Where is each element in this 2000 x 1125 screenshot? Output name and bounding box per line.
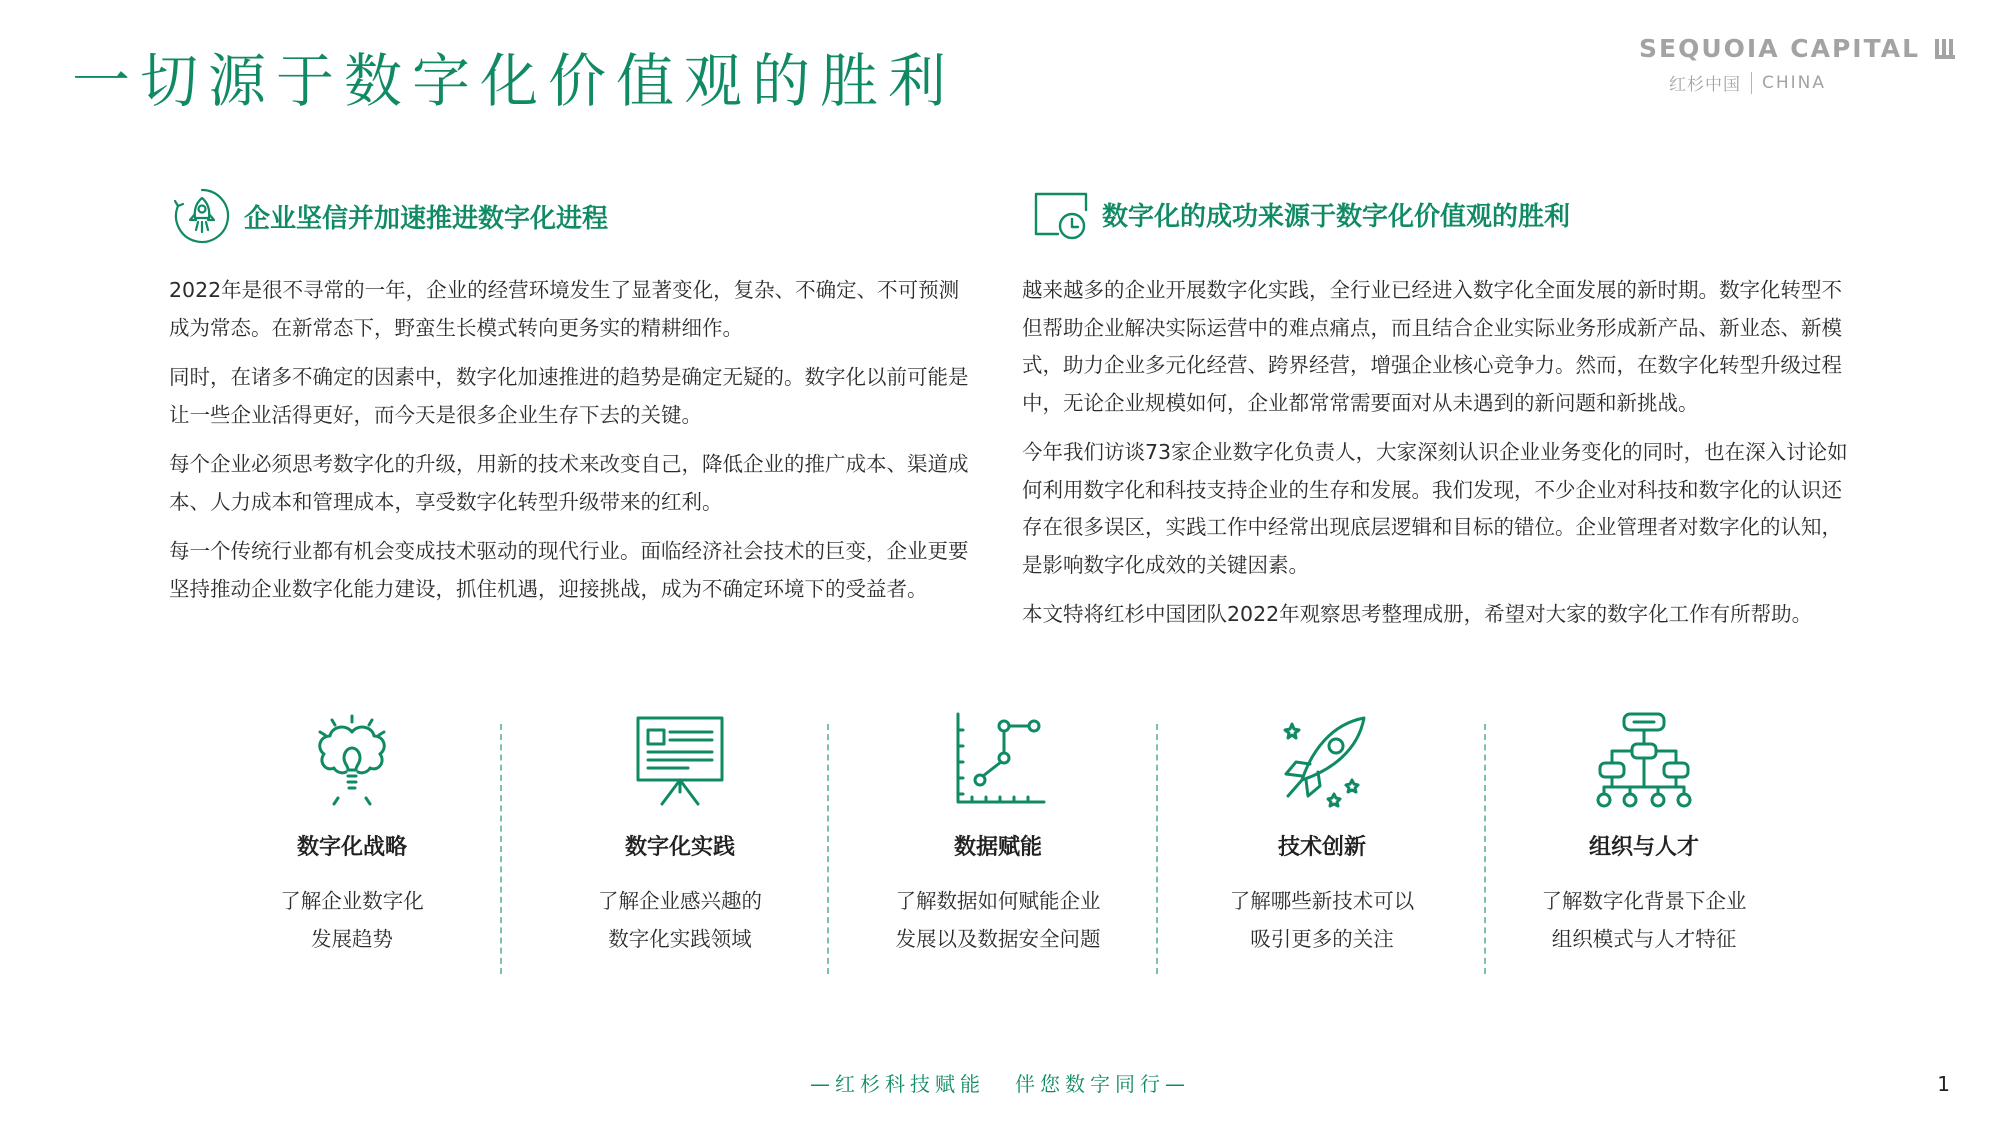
feature-desc-line: 了解企业感兴趣的 — [598, 889, 762, 913]
feature-desc-line: 发展以及数据安全问题 — [895, 926, 1101, 951]
feature-title: 数据赋能 — [953, 835, 1042, 860]
page-number: 1 — [1937, 1072, 1950, 1096]
org-chart-icon — [1594, 710, 1694, 810]
logo-subline — [1669, 70, 1956, 95]
presentation-board-icon — [630, 710, 730, 810]
left-paragraph: 同时，在诸多不确定的因素中，数字化加速推进的趋势是确定无疑的。数字化以前可能是让一些企业活得更好，而今天是很多企业生存下去的关键。 — [169, 365, 969, 427]
footer-slogan-right: 伴您数字同行— — [1015, 1072, 1190, 1096]
sequoia-logo — [1639, 34, 1956, 104]
feature-description — [878, 883, 1118, 958]
right-section-heading — [1028, 182, 1570, 246]
left-paragraph: 每一个传统行业都有机会变成技术驱动的现代行业。面临经济社会技术的巨变，企业更要坚持推动企业数字化能力建设，抓住机遇，迎接挑战，成为不确定环境下的受益者。 — [169, 539, 969, 601]
feature-desc-line: 数字化实践领域 — [608, 926, 752, 951]
feature-strip — [232, 710, 1762, 970]
rocket-gear-icon — [170, 184, 234, 248]
feature-title: 数字化实践 — [624, 835, 735, 860]
feature-strategy — [232, 710, 472, 958]
left-heading-text: 企业坚信并加速推进数字化进程 — [244, 203, 609, 234]
feature-innovation — [1202, 710, 1442, 958]
footer-slogan-left: —红杉科技赋能 — [810, 1072, 985, 1096]
feature-title: 技术创新 — [1277, 835, 1366, 860]
left-paragraph: 2022年是很不寻常的一年，企业的经营环境发生了显著变化，复杂、不确定、不可预测成为常态。在新常态下，野蛮生长模式转向更务实的精耕细作。 — [169, 278, 960, 340]
feature-desc-line: 组织模式与人才特征 — [1551, 926, 1737, 951]
right-heading-text: 数字化的成功来源于数字化价值观的胜利 — [1102, 201, 1571, 232]
left-paragraph: 每个企业必须思考数字化的升级，用新的技术来改变自己，降低企业的推广成本、渠道成本、人力成本和管理成本，享受数字化转型升级带来的红利。 — [169, 452, 969, 514]
right-paragraph: 今年我们访谈73家企业数字化负责人，大家深刻认识企业业务变化的同时，也在深入讨论如何利用数字化和科技支持企业的生存和发展。我们发现，不少企业对科技和数字化的认识还存在很多误区，实践工作中经常出现底层逻辑和目标的错位。企业管理者对数字化的认知，是影响数字化成效的关键因素。 — [1022, 440, 1848, 577]
screen-clock-icon — [1028, 182, 1092, 246]
feature-description — [232, 883, 472, 958]
logo-sub-en: CHINA — [1761, 72, 1826, 93]
footer-slogan — [0, 1068, 2000, 1097]
logo-wordmark: SEQUOIA CAPITAL — [1639, 34, 1920, 63]
feature-desc-line: 了解哪些新技术可以 — [1229, 889, 1415, 913]
feature-data — [878, 710, 1118, 958]
brain-bulb-icon — [302, 710, 402, 810]
left-column — [169, 272, 969, 620]
dashed-divider — [500, 724, 502, 974]
feature-desc-line: 吸引更多的关注 — [1250, 926, 1394, 951]
dashed-divider — [1484, 724, 1486, 974]
feature-description — [560, 883, 800, 958]
feature-practice — [560, 710, 800, 958]
feature-title: 数字化战略 — [296, 835, 407, 860]
dashed-divider — [827, 724, 829, 974]
feature-desc-line: 了解数据如何赋能企业 — [895, 889, 1101, 913]
logo-mark-icon — [1934, 38, 1956, 60]
feature-description — [1202, 883, 1442, 958]
feature-desc-line: 发展趋势 — [311, 926, 393, 951]
right-paragraph: 越来越多的企业开展数字化实践，全行业已经进入数字化全面发展的新时期。数字化转型不但帮助企业解决实际运营中的难点痛点，而且结合企业实际业务形成新产品、新业态、新模式，助力企业多元化经营、跨界经营，增强企业核心竞争力。然而，在数字化转型升级过程中，无论企业规模如何，企业都常常需要面对从未遇到的新问题和新挑战。 — [1022, 278, 1842, 415]
feature-title: 组织与人才 — [1588, 835, 1699, 860]
logo-divider — [1751, 72, 1752, 94]
line-chart-icon — [948, 710, 1048, 810]
feature-talent — [1524, 710, 1764, 958]
dashed-divider — [1156, 724, 1158, 974]
feature-desc-line: 了解企业数字化 — [280, 889, 424, 913]
feature-description — [1524, 883, 1764, 958]
rocket-icon — [1272, 710, 1372, 810]
right-column — [1022, 272, 1862, 646]
logo-sub-cn: 红杉中国 — [1668, 75, 1741, 95]
feature-desc-line: 了解数字化背景下企业 — [1541, 889, 1747, 913]
page-title: 一切源于数字化价值观的胜利 — [72, 47, 957, 115]
right-paragraph: 本文特将红杉中国团队2022年观察思考整理成册，希望对大家的数字化工作有所帮助。 — [1022, 602, 1813, 626]
left-section-heading — [170, 184, 608, 248]
